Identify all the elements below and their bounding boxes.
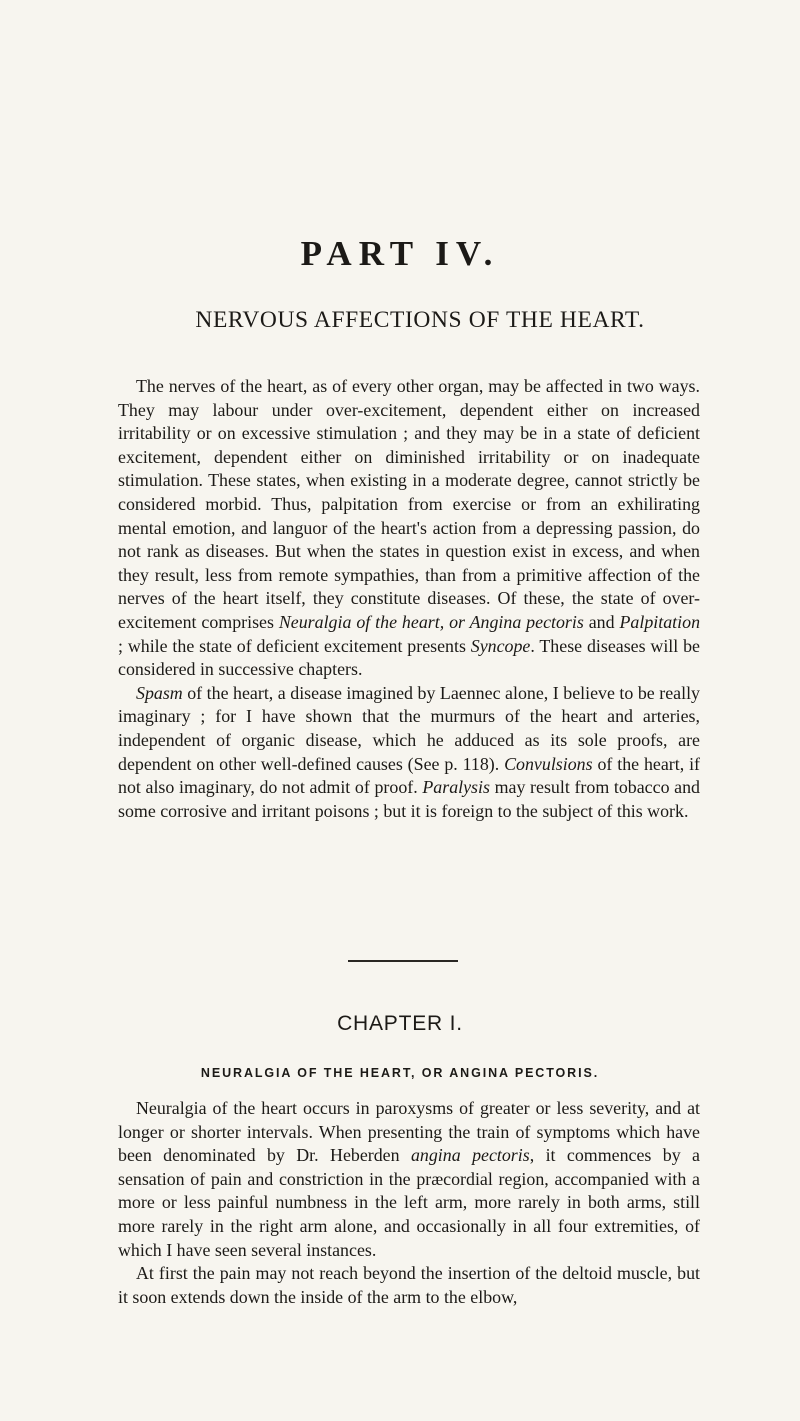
intro-text <box>118 375 700 823</box>
section-title: NERVOUS AFFECTIONS OF THE HEART. <box>195 307 645 333</box>
text-run: At first the pain may not reach beyond the insertion of the deltoid muscle, but it soon extends down the inside of the arm to the elbow, <box>118 1263 700 1307</box>
text-run: The nerves of the heart, as of every other organ, may be affected in two ways. They may labour under over-excitement, dependent either on increased irritability or on excessive stimulation ; and they may be in a state of deficient excitement, dependent either on diminished irritability or on inadequate stimulation. These states, when existing in a moderate degree, cannot strictly be considered morbid. Thus, palpitation from exercise or from an exhilirating mental emotion, and languor of the heart's action from a depressing passion, do not rank as diseases. But when the states in question exist in excess, and when they result, less from remote sympathies, than from a primitive affection of the nerves of the heart itself, they constitute diseases. Of these, the state of over-excitement comprises <box>118 376 700 632</box>
chapter-title: CHAPTER I. <box>337 1012 463 1035</box>
italic-term: Syncope <box>470 635 531 656</box>
italic-term: Spasm <box>136 682 183 703</box>
text-run: , it commences by a sensation of pain and constriction in the præcordial region, accompanied with a more or less painful numbness in the left arm, more rarely in both arms, still more rarely in the right arm alone, and occasionally in all four extremities, of which I have seen several instances. <box>118 1145 700 1260</box>
text-run: of the heart, a disease imagined by Laennec alone, I believe to be really imaginary ; for I have shown that the murmurs of the heart and arteries, independent of organic disease, which he adduced as its sole proofs, are dependent on other well-defined causes (See p. 118). <box>118 682 700 774</box>
text-run: may result from tobacco and some corrosive and irritant poisons ; but it is foreign to the subject of this work. <box>118 777 700 821</box>
chapter-text <box>118 1097 700 1309</box>
chapter-paragraph-1 <box>118 1097 700 1262</box>
intro-paragraph-2 <box>118 682 700 824</box>
section-divider <box>348 960 458 962</box>
intro-paragraph-1 <box>118 375 700 682</box>
chapter-subtitle: NEURALGIA OF THE HEART, OR ANGINA PECTORIS. <box>200 1066 600 1080</box>
text-run: ; while the state of deficient excitement presents <box>118 635 471 656</box>
text-run: Neuralgia of the heart occurs in paroxysms of greater or less severity, and at longer or shorter intervals. When presenting the train of symptoms which have been denominated by Dr. Heberden <box>118 1098 700 1166</box>
italic-term: Convulsions <box>504 753 593 774</box>
text-run: and <box>583 611 620 632</box>
italic-term: Neuralgia of the heart, or Angina pectoris <box>278 611 584 632</box>
italic-term: Palpitation <box>619 611 701 632</box>
italic-term: Paralysis <box>422 777 490 798</box>
chapter-paragraph-2 <box>118 1262 700 1309</box>
italic-term: angina pectoris <box>410 1145 530 1166</box>
part-title: PART IV. <box>300 234 500 273</box>
text-run: . These diseases will be considered in successive chapters. <box>118 635 700 680</box>
text-run: of the heart, if not also imaginary, do not admit of proof. <box>118 753 701 798</box>
